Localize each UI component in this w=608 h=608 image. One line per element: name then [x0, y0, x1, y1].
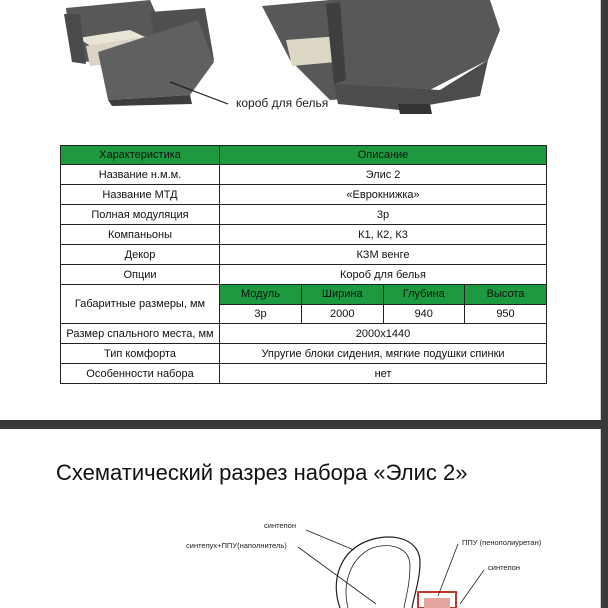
- dim-header-module: Модуль: [220, 285, 302, 304]
- table-row: [61, 205, 547, 225]
- row-value: 2000x1440: [220, 324, 547, 344]
- dimensions-header-row: [220, 285, 546, 304]
- row-value: Элис 2: [220, 165, 547, 185]
- table-row: [61, 225, 547, 245]
- dimensions-row: [61, 285, 547, 324]
- dimensions-value-row: [220, 304, 546, 323]
- header-description: Описание: [220, 146, 547, 165]
- row-label: Декор: [61, 245, 220, 265]
- sofa-open-photo: [64, 0, 228, 106]
- row-label: Опции: [61, 265, 220, 285]
- table-header-row: [61, 146, 547, 165]
- dimensions-subtable: [220, 285, 546, 323]
- page-edge: [601, 0, 608, 608]
- row-label: Название МТД: [61, 185, 220, 205]
- table-row: [61, 324, 547, 344]
- table-row: [61, 364, 547, 384]
- sofa-photos: [0, 0, 600, 130]
- label-ppu: ППУ (пенополиуретан): [462, 538, 542, 547]
- row-value: КЗМ венге: [220, 245, 547, 265]
- table-row: [61, 245, 547, 265]
- row-value: К1, К2, К3: [220, 225, 547, 245]
- row-value: 3р: [220, 205, 547, 225]
- dim-value-module: 3р: [254, 307, 267, 320]
- table-row: [61, 265, 547, 285]
- row-value: нет: [220, 364, 547, 384]
- dim-value-height: 950: [465, 304, 547, 323]
- dimensions-label: Габаритные размеры, мм: [61, 285, 220, 324]
- spec-table: [60, 145, 547, 384]
- dim-header-depth: Глубина: [383, 285, 465, 304]
- cross-section-diagram: [0, 500, 600, 608]
- row-value: «Еврокнижка»: [220, 185, 547, 205]
- row-label: Полная модуляция: [61, 205, 220, 225]
- row-label: Название н.м.м.: [61, 165, 220, 185]
- back-cushion-inner: [346, 546, 410, 608]
- dimensions-cell: [220, 285, 547, 324]
- ppu-block-fill: [424, 598, 450, 608]
- row-label: Размер спального места, мм: [61, 324, 220, 344]
- slide-title: Схематический разрез набора «Элис 2»: [56, 460, 468, 485]
- dim-header-width: Ширина: [302, 285, 384, 304]
- row-label: Тип комфорта: [61, 344, 220, 364]
- laundry-box-callout: короб для белья: [236, 96, 329, 110]
- header-characteristic: Характеристика: [61, 146, 220, 165]
- table-row: [61, 165, 547, 185]
- table-row: [61, 344, 547, 364]
- row-value: Упругие блоки сидения, мягкие подушки спинки: [220, 344, 547, 364]
- label-sintepuh: синтепух+ППУ(наполнитель): [186, 541, 287, 550]
- row-label: Особенности набора: [61, 364, 220, 384]
- label-sintepon-top: синтепон: [264, 521, 296, 530]
- page-separator: [0, 420, 608, 429]
- label-sintepon-right: синтепон: [488, 563, 520, 572]
- dim-value-width: 2000: [302, 304, 384, 323]
- table-row: [61, 185, 547, 205]
- row-label: Компаньоны: [61, 225, 220, 245]
- row-value: Короб для белья: [220, 265, 547, 285]
- dim-value-depth: 940: [383, 304, 465, 323]
- dim-header-height: Высота: [465, 285, 547, 304]
